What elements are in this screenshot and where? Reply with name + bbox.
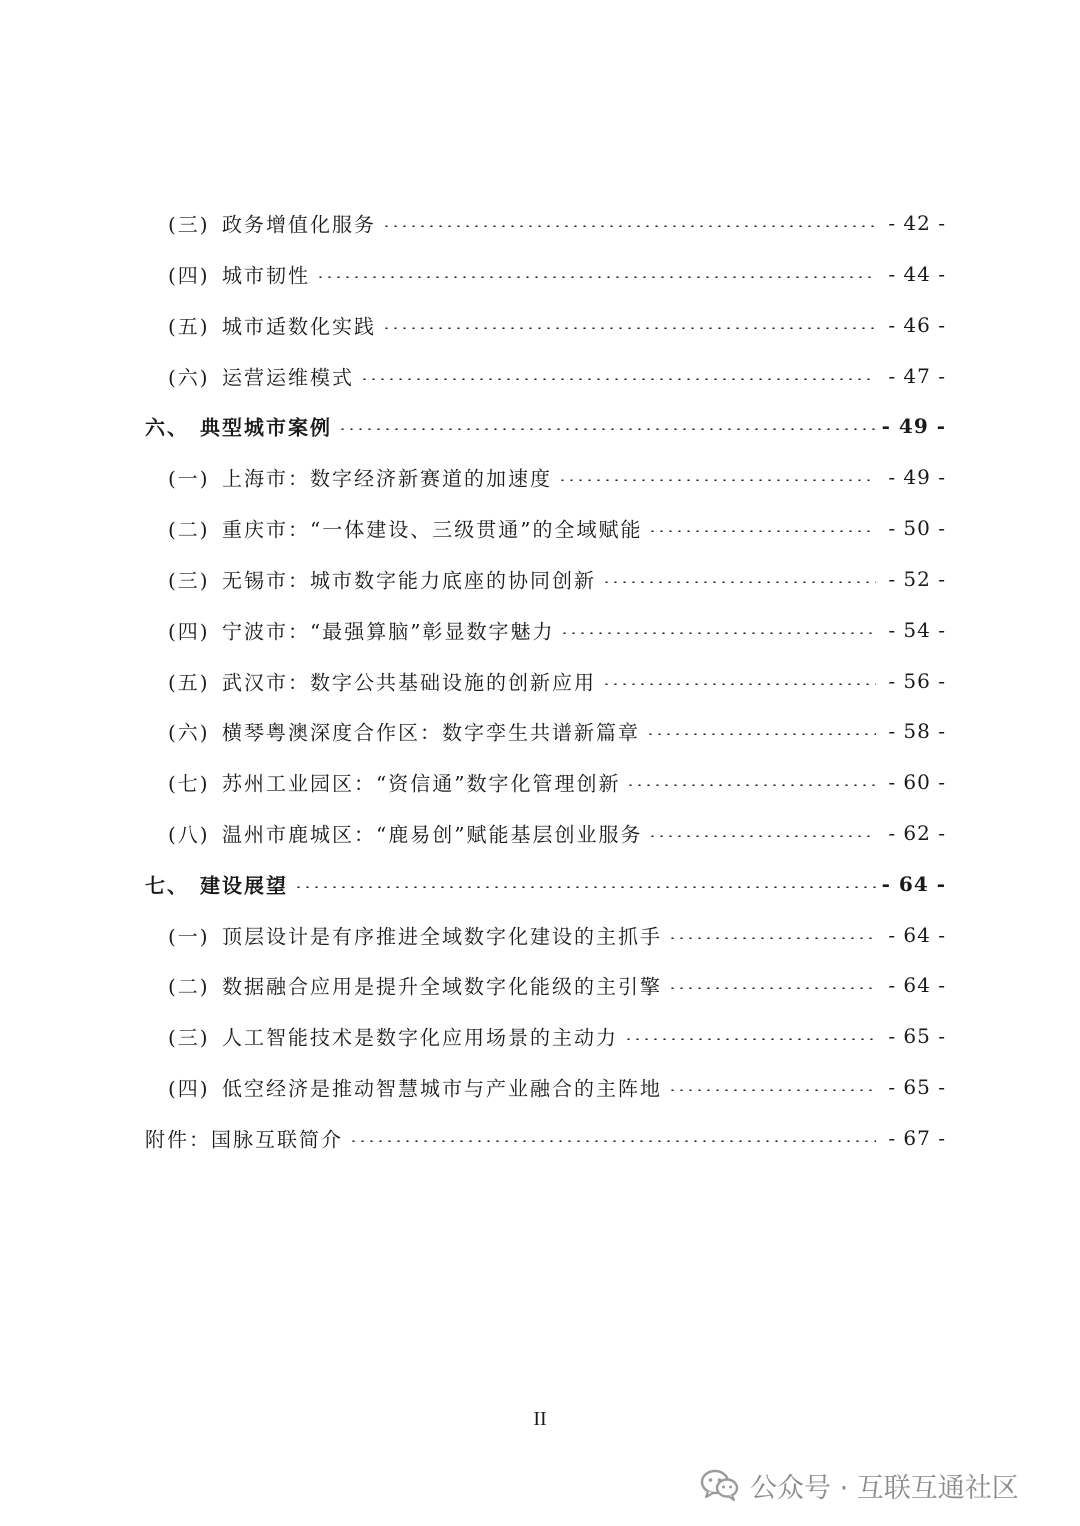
entry-number: (三) xyxy=(168,212,210,237)
dot-leader xyxy=(382,327,876,329)
entry-number: (二) xyxy=(168,974,210,999)
appendix-title: 附件：国脉互联简介 xyxy=(145,1127,343,1152)
chapter-number: 七、 xyxy=(145,873,189,898)
dot-leader xyxy=(668,937,876,939)
page-number: - 42 - xyxy=(888,211,946,235)
entry-title: 数据融合应用是提升全域数字化能级的主引擎 xyxy=(222,974,662,999)
page-number: - 60 - xyxy=(888,770,946,794)
dot-leader xyxy=(626,784,876,786)
dot-leader xyxy=(360,378,876,380)
toc-chapter xyxy=(0,406,1080,446)
page-number: - 47 - xyxy=(888,364,946,388)
page-number: - 52 - xyxy=(888,567,946,591)
entry-title: 顶层设计是有序推进全域数字化建设的主抓手 xyxy=(222,924,662,949)
page-number: - 56 - xyxy=(888,669,946,693)
page-number: - 65 - xyxy=(888,1075,946,1099)
entry-number: (四) xyxy=(168,263,210,288)
entry-number: (六) xyxy=(168,365,210,390)
entry-title: 苏州工业园区：“资信通”数字化管理创新 xyxy=(222,771,621,796)
toc-entry xyxy=(0,610,1080,650)
entry-title: 重庆市：“一体建设、三级贯通”的全域赋能 xyxy=(222,517,643,542)
toc-entry xyxy=(0,1016,1080,1056)
entry-number: (五) xyxy=(168,314,210,339)
page-number: - 58 - xyxy=(888,719,946,743)
entry-title: 城市适数化实践 xyxy=(222,314,376,339)
dot-leader xyxy=(602,581,876,583)
dot-leader xyxy=(558,479,876,481)
toc-chapter xyxy=(0,864,1080,904)
toc-entry xyxy=(0,1067,1080,1107)
entry-title: 上海市：数字经济新赛道的加速度 xyxy=(222,466,552,491)
toc-entry xyxy=(0,305,1080,345)
page-number: - 50 - xyxy=(888,516,946,540)
entry-title: 武汉市：数字公共基础设施的创新应用 xyxy=(222,670,596,695)
dot-leader xyxy=(349,1140,876,1142)
entry-title: 人工智能技术是数字化应用场景的主动力 xyxy=(222,1025,618,1050)
dot-leader xyxy=(602,683,876,685)
toc-entry xyxy=(0,559,1080,599)
toc-entry xyxy=(0,711,1080,751)
chapter-title: 典型城市案例 xyxy=(200,415,332,440)
entry-title: 温州市鹿城区：“鹿易创”赋能基层创业服务 xyxy=(222,822,643,847)
toc-entry xyxy=(0,813,1080,853)
dot-leader xyxy=(668,987,876,989)
page-number: - 54 - xyxy=(888,618,946,642)
toc-entry xyxy=(0,915,1080,955)
entry-title: 宁波市：“最强算脑”彰显数字魅力 xyxy=(222,619,555,644)
page-footer-number: II xyxy=(533,1408,547,1430)
entry-number: (三) xyxy=(168,568,210,593)
toc-entry xyxy=(0,203,1080,243)
entry-number: (六) xyxy=(168,720,210,745)
page-number: - 64 - xyxy=(888,973,946,997)
toc-entry xyxy=(0,965,1080,1005)
entry-title: 城市韧性 xyxy=(222,263,310,288)
toc-entry xyxy=(0,356,1080,396)
entry-number: (四) xyxy=(168,1076,210,1101)
chapter-number: 六、 xyxy=(145,415,189,440)
entry-title: 运营运维模式 xyxy=(222,365,354,390)
entry-number: (七) xyxy=(168,771,210,796)
dot-leader xyxy=(560,632,876,634)
entry-title: 无锡市：城市数字能力底座的协同创新 xyxy=(222,568,596,593)
page-number: - 46 - xyxy=(888,313,946,337)
entry-number: (五) xyxy=(168,670,210,695)
page-number: - 64 - xyxy=(888,923,946,947)
page-number: - 65 - xyxy=(888,1024,946,1048)
page-number: - 49 - xyxy=(881,414,946,438)
dot-leader xyxy=(624,1038,876,1040)
toc-entry xyxy=(0,254,1080,294)
entry-number: (三) xyxy=(168,1025,210,1050)
toc-entry xyxy=(0,661,1080,701)
entry-number: (二) xyxy=(168,517,210,542)
chapter-title: 建设展望 xyxy=(200,873,288,898)
page-number: - 64 - xyxy=(881,872,946,896)
dot-leader xyxy=(316,276,876,278)
dot-leader xyxy=(668,1089,876,1091)
wechat-icon xyxy=(700,1468,740,1502)
page-number: - 62 - xyxy=(888,821,946,845)
entry-title: 横琴粤澳深度合作区：数字孪生共谱新篇章 xyxy=(222,720,640,745)
toc-entry xyxy=(0,457,1080,497)
entry-number: (八) xyxy=(168,822,210,847)
watermark xyxy=(700,1463,1019,1507)
toc-appendix xyxy=(0,1118,1080,1158)
dot-leader xyxy=(648,530,876,532)
entry-number: (一) xyxy=(168,466,210,491)
watermark-text: 公众号 · 互联互通社区 xyxy=(750,1472,1019,1504)
dot-leader xyxy=(338,428,876,430)
toc-entry xyxy=(0,508,1080,548)
entry-number: (四) xyxy=(168,619,210,644)
page-number: - 49 - xyxy=(888,465,946,489)
toc-entry xyxy=(0,762,1080,802)
entry-title: 低空经济是推动智慧城市与产业融合的主阵地 xyxy=(222,1076,662,1101)
dot-leader xyxy=(646,733,876,735)
dot-leader xyxy=(382,225,876,227)
page-number: - 67 - xyxy=(888,1126,946,1150)
entry-title: 政务增值化服务 xyxy=(222,212,376,237)
dot-leader xyxy=(294,886,876,888)
dot-leader xyxy=(648,835,876,837)
page-number: - 44 - xyxy=(888,262,946,286)
entry-number: (一) xyxy=(168,924,210,949)
